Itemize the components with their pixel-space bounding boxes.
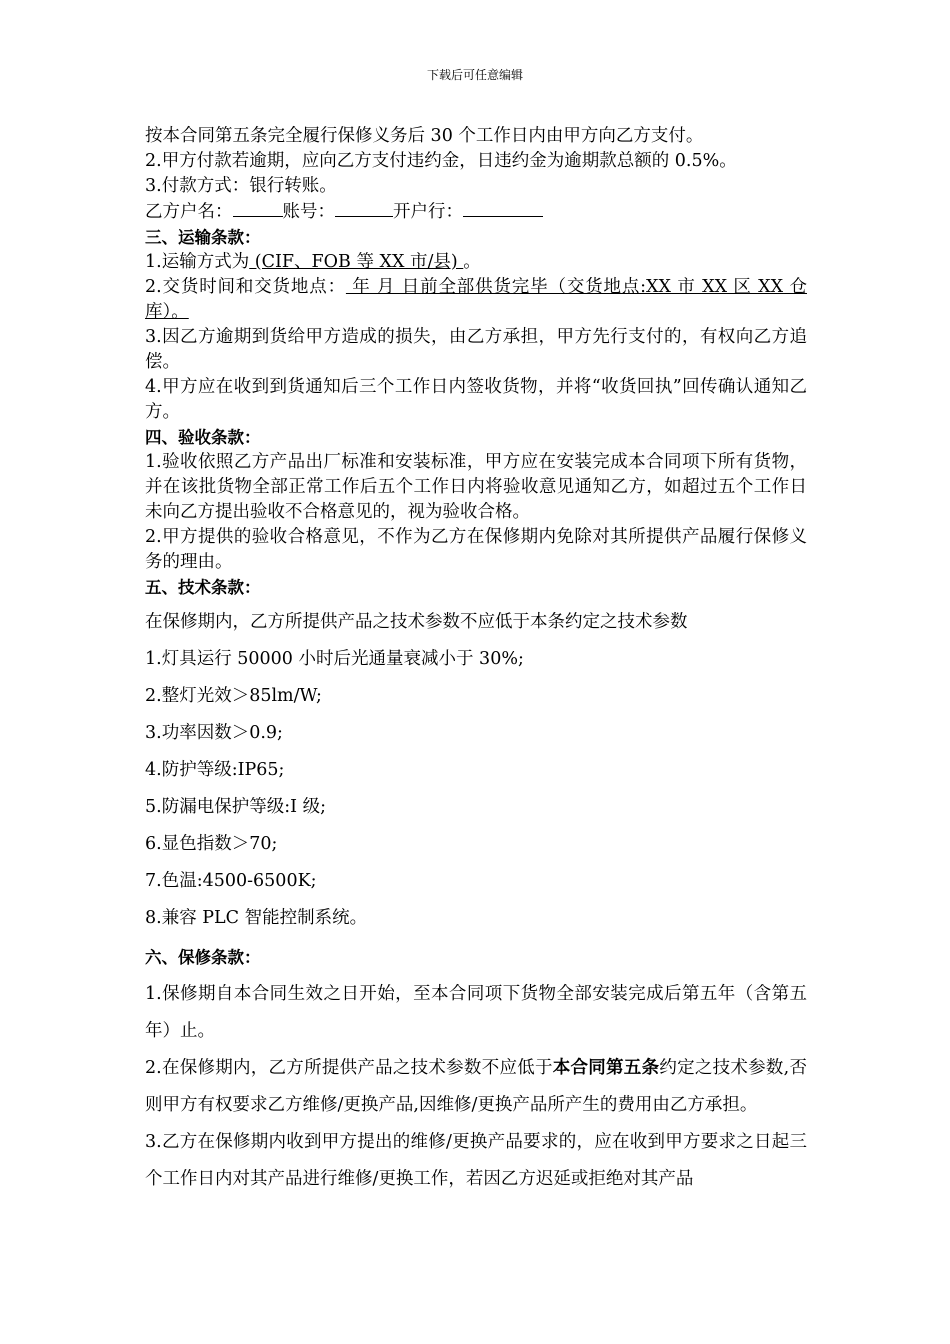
delivery-time-place-value: 年 月 日前全部供货完毕（交货地点:XX 市 XX 区 XX 仓库）。 xyxy=(145,277,807,322)
transport-item-2-prefix: 2.交货时间和交货地点： xyxy=(145,277,346,297)
transport-item-1 xyxy=(145,250,807,275)
technical-item: 1.灯具运行 50000 小时后光通量衰减小于 30%; xyxy=(145,649,524,669)
acceptance-item-2: 2.甲方提供的验收合格意见，不作为乙方在保修期内免除对其所提供产品履行保修义务的理由。 xyxy=(145,527,807,572)
transport-item-3: 3.因乙方逾期到货给甲方造成的损失，由乙方承担，甲方先行支付的，有权向乙方追偿。 xyxy=(145,327,807,372)
technical-item: 5.防漏电保护等级:I 级; xyxy=(145,797,326,817)
warranty-item-2-prefix: 2.在保修期内，乙方所提供产品之技术参数不应低于 xyxy=(145,1058,553,1078)
warranty-item-2-suffix: 约定之技术参数,否则甲方有权要求乙方维修/更换产品,因维修/更换产品所产生的费用由乙方承担。 xyxy=(145,1058,807,1115)
technical-item: 8.兼容 PLC 智能控制系统。 xyxy=(145,908,368,928)
page-header: 下载后可任意编辑 xyxy=(426,68,523,82)
technical-item: 2.整灯光效＞85lm/W; xyxy=(145,686,322,706)
technical-intro: 在保修期内，乙方所提供产品之技术参数不应低于本条约定之技术参数 xyxy=(145,612,688,632)
warranty-item-2-bold: 本合同第五条 xyxy=(552,1058,660,1078)
acceptance-item-1: 1.验收依照乙方产品出厂标准和安装标准，甲方应在安装完成本合同项下所有货物，并在该批货物全部正常工作后五个工作日内将验收意见通知乙方，如超过五个工作日未向乙方提出验收不合格意见的，视为验收合格。 xyxy=(145,452,807,522)
technical-item: 4.防护等级:IP65; xyxy=(145,760,285,780)
bank-label: 开户行： xyxy=(393,202,463,222)
contract-body xyxy=(145,124,807,1198)
technical-item: 6.显色指数＞70; xyxy=(145,834,278,854)
acceptance-heading: 四、验收条款： xyxy=(145,428,261,447)
account-name-blank xyxy=(233,199,283,217)
account-no-blank xyxy=(335,199,393,217)
account-no-label: 账号： xyxy=(282,202,335,222)
transport-heading: 三、运输条款： xyxy=(145,228,261,247)
transport-item-1-suffix: 。 xyxy=(463,252,481,272)
technical-heading: 五、技术条款： xyxy=(145,578,261,597)
payment-line-2: 2.甲方付款若逾期，应向乙方支付违约金，日违约金为逾期款总额的 0.5%。 xyxy=(145,151,737,171)
technical-item: 7.色温:4500-6500K; xyxy=(145,871,317,891)
warranty-item-2 xyxy=(145,1050,807,1124)
payment-line-1: 按本合同第五条完全履行保修义务后 30 个工作日内由甲方向乙方支付。 xyxy=(145,126,704,146)
bank-blank xyxy=(463,199,543,217)
transport-item-4: 4.甲方应在收到到货通知后三个工作日内签收货物，并将“收货回执”回传确认通知乙方。 xyxy=(145,377,807,422)
warranty-heading: 六、保修条款： xyxy=(145,948,261,967)
transport-item-1-prefix: 1.运输方式为 xyxy=(145,252,250,272)
technical-item: 3.功率因数＞0.9; xyxy=(145,723,283,743)
warranty-item-3: 3.乙方在保修期内收到甲方提出的维修/更换产品要求的，应在收到甲方要求之日起三个工作日内对其产品进行维修/更换工作，若因乙方迟延或拒绝对其产品 xyxy=(145,1132,807,1189)
bank-account-line xyxy=(145,199,807,225)
transport-item-2 xyxy=(145,275,807,325)
account-name-label: 乙方户名： xyxy=(145,202,233,222)
transport-method-value: (CIF、FOB 等 XX 市/县) xyxy=(249,252,464,272)
warranty-item-1: 1.保修期自本合同生效之日开始，至本合同项下货物全部安装完成后第五年（含第五年）止。 xyxy=(145,984,807,1041)
payment-line-3: 3.付款方式：银行转账。 xyxy=(145,176,337,196)
